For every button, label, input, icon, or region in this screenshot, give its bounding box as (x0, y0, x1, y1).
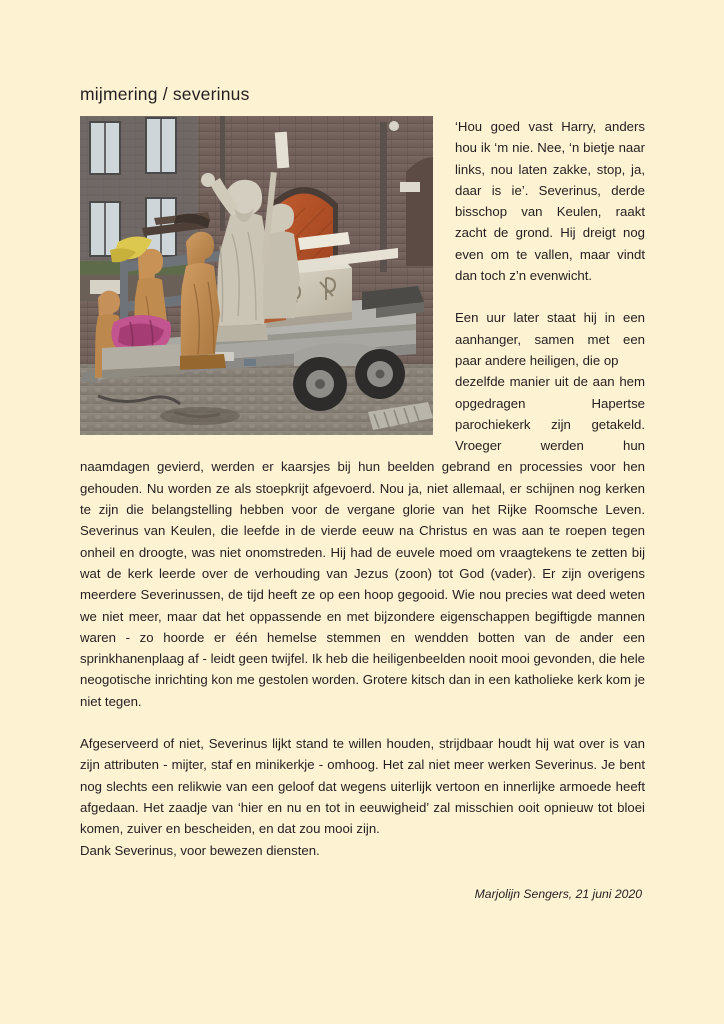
body-paragraph-1: dezelfde manier uit de aan hem opgedragen Hapertse parochiekerk zijn getakeld. Vroeger werden hun naamdagen gevierd, werden er kaarsjes bij hun beelden gebrand en processies voor hen gehouden. Nu worden ze als stoepkrijt afgevoerd. Nou ja, niet allemaal, er schijnen nog kerken te zijn die belangstelling hebben voor de vergane glorie van het Rijke Roomsche Leven. Severinus van Keulen, die leefde in de vierde eeuw na Christus en was aan te roepen tegen onheil en droogte, was niet onomstreden. Hij had de euvele moed om vraagtekens te zetten bij wat de kerk leerde over de verhouding van Jezus (zoon) tot God (vader). Er zijn overigens meerdere Severinussen, de tijd heeft ze op een hoop gegooid. Wie nou precies wat deed weten we niet meer, maar dat het oppassende en met bijzondere eigenschappen begiftigde mannen waren - zo hoorde er één hemelse stemmen en wendden botten van de ander een sprinkhanenplaag af - leidt geen twijfel. Ik heb die heiligenbeelden nooit mooi gevonden, die hele neogotische inrichting kon me gestolen worden. Grotere kitsch dan in een katholieke kerk kom je niet tegen. (80, 374, 645, 709)
photo-illustration (80, 116, 433, 435)
page-title: mijmering / severinus (80, 84, 250, 104)
article-photo (80, 116, 433, 435)
photo-frame (80, 116, 433, 435)
paragraph-spacer (80, 712, 645, 733)
author-signature: Marjolijn Sengers, 21 juni 2020 (474, 886, 642, 901)
intro-paragraph-1: ‘Hou goed vast Harry, anders hou ik ‘m nie. Nee, ‘n bietje naar links, nou laten zakke, stop, ja, daar is ie’. Severinus, derde bisschop van Keulen, raakt zacht de grond. Hij dreigt nog even om te vallen, maar vindt dan toch z’n evenwicht. (455, 119, 645, 284)
article-content (80, 84, 645, 901)
body-paragraph-3: Dank Severinus, voor bewezen diensten. (80, 842, 320, 858)
intro-paragraph-2: Een uur later staat hij in een aanhanger, samen met een paar andere heiligen, die op (455, 310, 645, 368)
body-paragraph-2: Afgeserveerd of niet, Severinus lijkt stand te willen houden, strijdbaar houdt hij wat over is van zijn attributen - mijter, staf en minikerkje - omhoog. Het zal niet meer werken Severinus. Je bent nog slechts een relikwie van een geloof dat wegens uiterlijk vertoon en innerlijke armoede heeft afgedaan. Het zaadje van ‘hier en nu en tot in eeuwigheid’ zal misschien ooit opnieuw tot bloei komen, zuiver en bescheiden, en dat zou mooi zijn. (80, 736, 645, 837)
